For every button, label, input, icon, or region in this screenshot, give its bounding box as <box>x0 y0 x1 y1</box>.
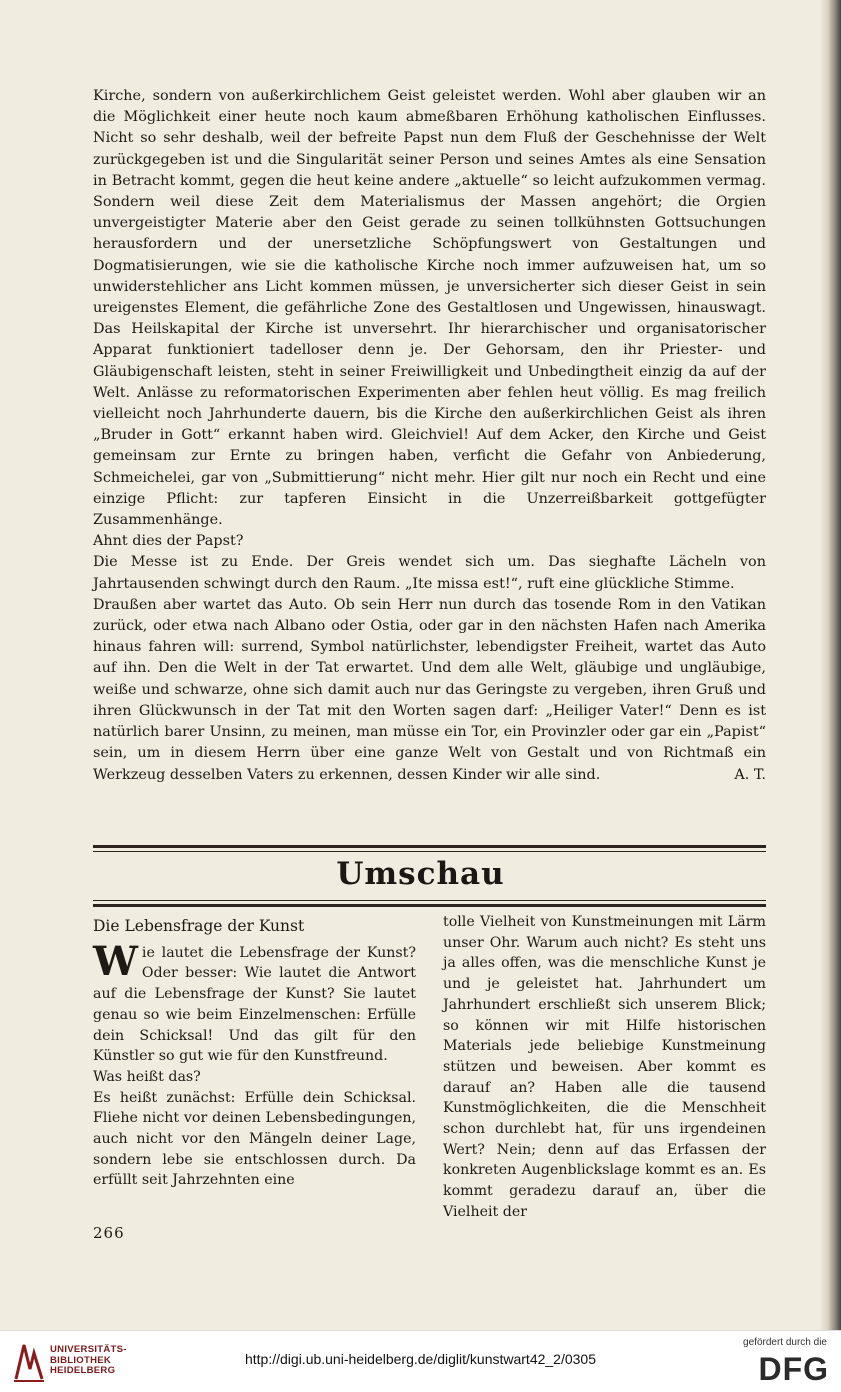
paragraph-text: ie lautet die Lebensfrage der Kunst? Oder besser: Wie lautet die Antwort auf die Lebensfrage der Kunst? Sie lautet genau so wie beim Einzelmenschen: Erfülle dein Schicksal! Und das gilt für den Künstler so gut wie für den Kunstfreund. <box>93 944 416 1065</box>
institution-line: HEIDELBERG <box>50 1365 116 1376</box>
drop-cap: W <box>93 937 138 985</box>
paragraph: Was heißt das? <box>93 1068 201 1085</box>
paragraph: tolle Vielheit von Kunstmeinungen mit Lärm unser Ohr. Warum auch nicht? Es steht uns ja alles offen, was die menschliche Kunst je und je geleistet hat. Jahrhundert um Jahrhundert erschließt sich unserem Blick; so können wir mit Hilfe historischen Materials jede beliebige Kunstmeinung stützen und beweisen. Aber kommt es darauf an? Haben alle die tausend Kunstmöglichkeiten, die die Menschheit schon durchlebt hat, für uns irgendeinen Wert? Nein; denn auf das Erfassen der konkreten Augenblickslage kommt es an. Es kommt geradezu darauf an, über die Vielheit der <box>443 914 766 1220</box>
permalink-url[interactable]: http://digi.ub.uni-heidelberg.de/diglit/kunstwart42_2/0305 <box>244 1351 597 1367</box>
continued-article-text <box>93 86 766 786</box>
institution-line: UNIVERSITÄTS- <box>50 1344 127 1355</box>
paragraph: Die Messe ist zu Ende. Der Greis wendet sich um. Das sieghafte Lächeln von Jahrtausenden schwingt durch den Raum. „Ite missa est!“, ruft eine glückliche Stimme. <box>93 554 766 592</box>
page-edge-shadow <box>819 0 841 1330</box>
dfg-logo-icon[interactable]: DFG <box>758 1351 829 1387</box>
article-heading: Die Lebensfrage der Kunst <box>93 917 305 935</box>
paragraph <box>93 937 416 1067</box>
page-number: 266 <box>93 1224 125 1242</box>
paragraph <box>93 595 766 786</box>
left-column <box>93 912 416 1191</box>
divider-thin <box>93 851 766 852</box>
divider-thick <box>93 904 766 907</box>
divider-thick <box>93 845 766 848</box>
funded-by-label: gefördert durch die <box>743 1337 827 1348</box>
paragraph: Kirche, sondern von außerkirchlichem Geist geleistet werden. Wohl aber glauben wir an die Möglichkeit einer heute noch kaum abmeßbaren Erhöhung katholischen Einflusses. Nicht so sehr deshalb, weil der befreite Papst nun dem Fluß der Geschehnisse der Welt zurückgegeben ist und die Singularität seiner Person und seines Amtes als eine Sensation in Betracht kommt, gegen die heut keine andere „aktuelle“ so leicht aufzukommen vermag. Sondern weil diese Zeit dem Materialismus der Massen angehört; die Orgien unvergeistigter Materie aber den Geist gerade zu seinen tollkühnsten Gottsuchungen herausfordern und der unersetzliche Schöpfungswert von Gestaltungen und Dogmatisierungen, wie sie die katholische Kirche noch immer aufzuweisen hat, um so unwiderstehlicher ans Licht kommen müssen, je unversicherter sich dieser Geist in sein ureigenstes Element, die gefährliche Zone des Gestaltlosen und Ungewissen, hinauswagt. Das Heilskapital der Kirche ist unversehrt. Ihr hierarchischer und organisatorischer Apparat funktioniert tadelloser denn je. Der Gehorsam, den ihr Priester- und Gläubigenschaft leisten, steht in seiner Freiwilligkeit und Unbedingtheit einzig da auf der Welt. Anlässe zu reformatorischen Experimenten aber fehlen heut völlig. Es mag freilich vielleicht noch Jahrhunderte dauern, bis die Kirche den außerkirchlichen Geist als ihren „Bruder in Gott“ erkannt haben wird. Gleichviel! Auf dem Acker, den Kirche und Geist gemeinsam zur Ernte zu bringen haben, verficht die Gefahr von Anbiederung, Schmeichelei, gar von „Submittierung“ nicht mehr. Hier gilt nur noch ein Recht und eine einzige Pflicht: zur tapferen Einsicht in die Unzerreißbarkeit gottgefügter Zusammenhänge. <box>93 88 766 529</box>
section-title: Umschau <box>336 856 505 892</box>
paragraph: Ahnt dies der Papst? <box>93 533 244 550</box>
author-signature: A. T. <box>734 766 766 783</box>
right-column <box>443 912 766 1223</box>
divider-thin <box>93 900 766 901</box>
paragraph-text: Draußen aber wartet das Auto. Ob sein Herr nun durch das tosende Rom in den Vatikan zurück, oder etwa nach Albano oder Ostia, oder gar in den nächsten Hafen nach Amerika hinaus fahren will: surrend, Symbol natürlichster, lebendigster Freiheit, wartet das Auto auf ihn. Den die Welt in der Tat erwartet. Und dem alle Welt, gläubige und ungläubige, weiße und schwarze, ohne sich damit auch nur das Geringste zu vergeben, ihren Gruß und ihren Glückwunsch in der Tat mit den Worten sagen darf: „Heiliger Vater!“ Denn es ist natürlich barer Unsinn, zu meinen, man müsse ein Tor, ein Provinzler oder gar ein „Papist“ sein, um in diesem Herrn über eine ganze Welt von Gestalt und von Richtmaß ein Werkzeug desselben Vaters zu erkennen, dessen Kinder wir alle sind. <box>93 596 766 783</box>
viewer-footer <box>0 1330 841 1392</box>
institution-line: BIBLIOTHEK <box>50 1354 112 1366</box>
paragraph: Es heißt zunächst: Erfülle dein Schicksal. Fliehe nicht vor deinen Lebensbedingungen, auch nicht vor den Mängeln deiner Lage, sondern lebe sie entschlossen durch. Da erfüllt seit Jahrzehnten eine <box>93 1089 416 1189</box>
